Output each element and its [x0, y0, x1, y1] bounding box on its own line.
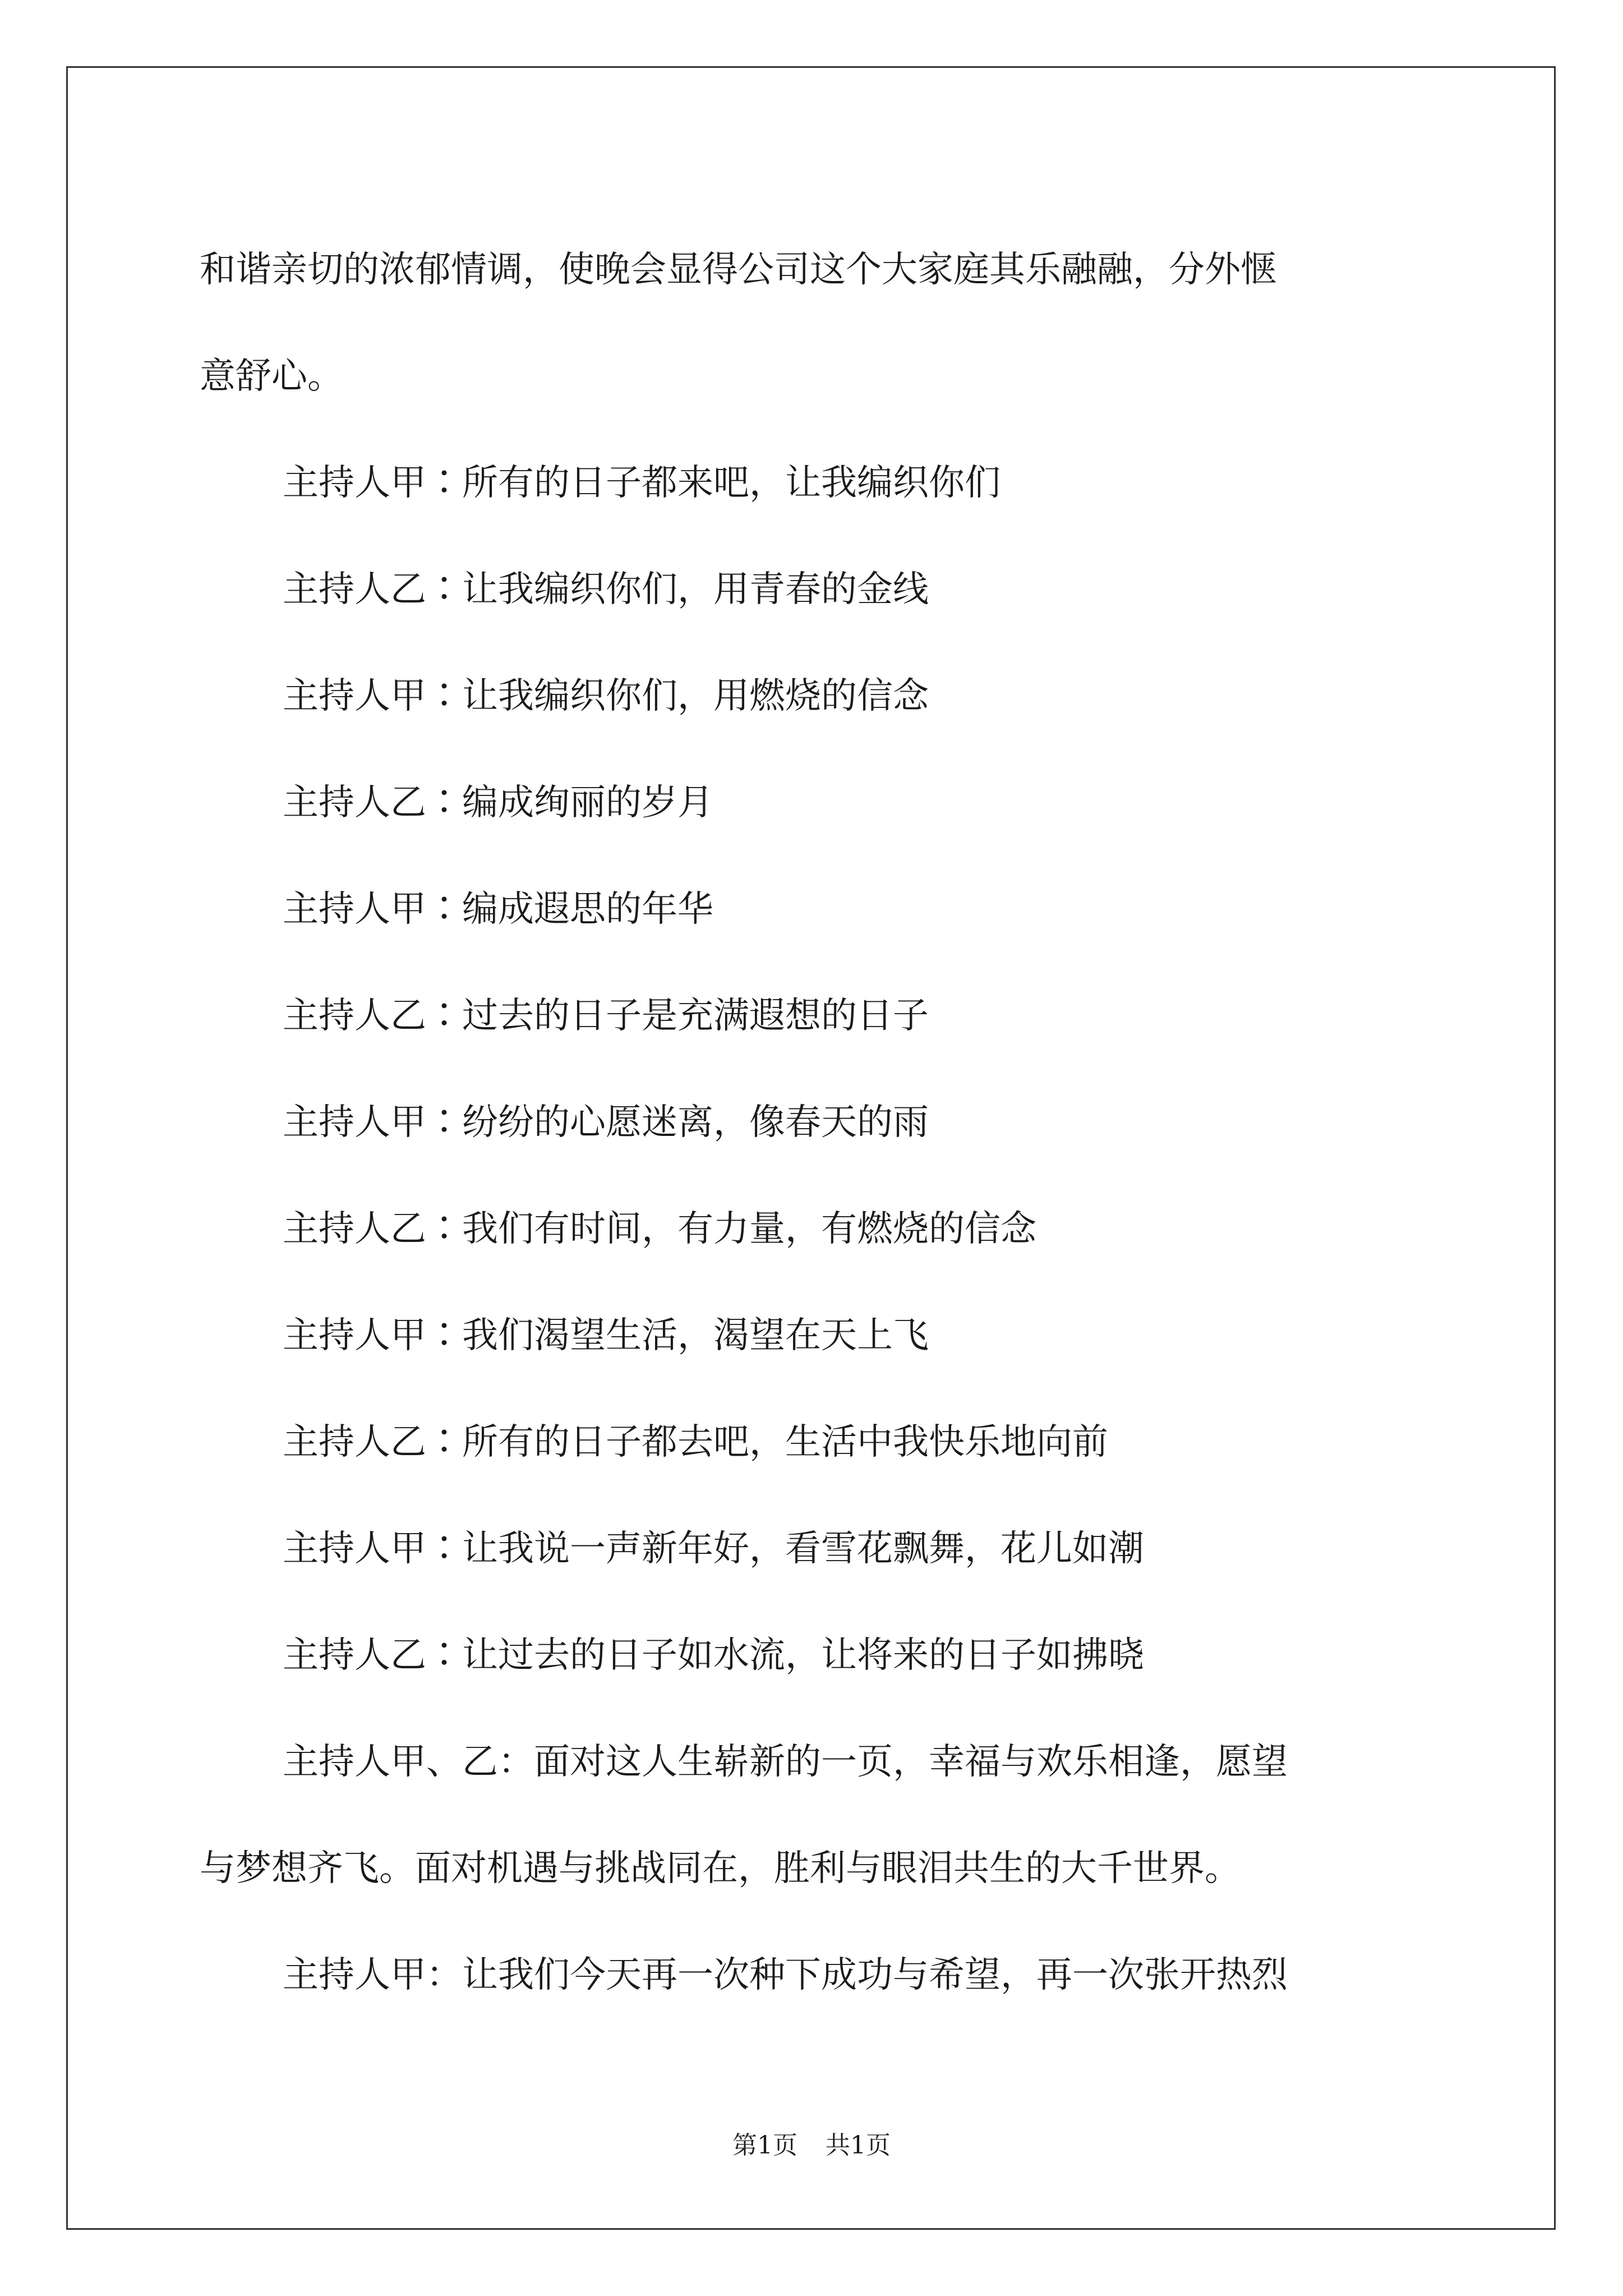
paragraph: 意舒心。 — [200, 356, 343, 397]
dialogue-line: 主持人甲、乙：面对这人生崭新的一页，幸福与欢乐相逢，愿望 — [283, 1741, 1288, 1783]
page-number-current: 第1页 — [732, 2131, 797, 2160]
dialogue-line: 主持人甲：让我们今天再一次种下成功与希望，再一次张开热烈 — [283, 1954, 1288, 1996]
document-body — [200, 217, 1433, 2028]
dialogue-line: 主持人乙∶让过去的日子如水流，让将来的日子如拂晓 — [283, 1635, 1144, 1676]
dialogue-line: 主持人乙∶所有的日子都去吧，生活中我快乐地向前 — [283, 1421, 1108, 1463]
page-footer — [0, 2129, 1623, 2162]
dialogue-line: 主持人甲∶所有的日子都来吧，让我编织你们 — [283, 462, 1000, 504]
dialogue-line: 主持人乙∶让我编织你们，用青春的金线 — [283, 569, 929, 610]
dialogue-line: 主持人甲∶编成遐思的年华 — [283, 889, 713, 930]
dialogue-line: 主持人乙∶编成绚丽的岁月 — [283, 782, 713, 823]
dialogue-line: 主持人甲∶让我编织你们，用燃烧的信念 — [283, 675, 929, 717]
dialogue-line: 主持人乙∶过去的日子是充满遐想的日子 — [283, 995, 929, 1037]
page-number-total: 共1页 — [826, 2131, 891, 2160]
dialogue-line: 主持人甲∶让我说一声新年好，看雪花飘舞，花儿如潮 — [283, 1528, 1144, 1570]
paragraph: 和谐亲切的浓郁情调，使晚会显得公司这个大家庭其乐融融，分外惬 — [200, 249, 1276, 291]
dialogue-line: 主持人甲∶我们渴望生活，渴望在天上飞 — [283, 1315, 929, 1356]
dialogue-line: 主持人乙∶我们有时间，有力量，有燃烧的信念 — [283, 1208, 1036, 1250]
dialogue-line: 主持人甲∶纷纷的心愿迷离，像春天的雨 — [283, 1102, 929, 1143]
paragraph: 与梦想齐飞。面对机遇与挑战同在，胜利与眼泪共生的大千世界。 — [200, 1848, 1241, 1889]
